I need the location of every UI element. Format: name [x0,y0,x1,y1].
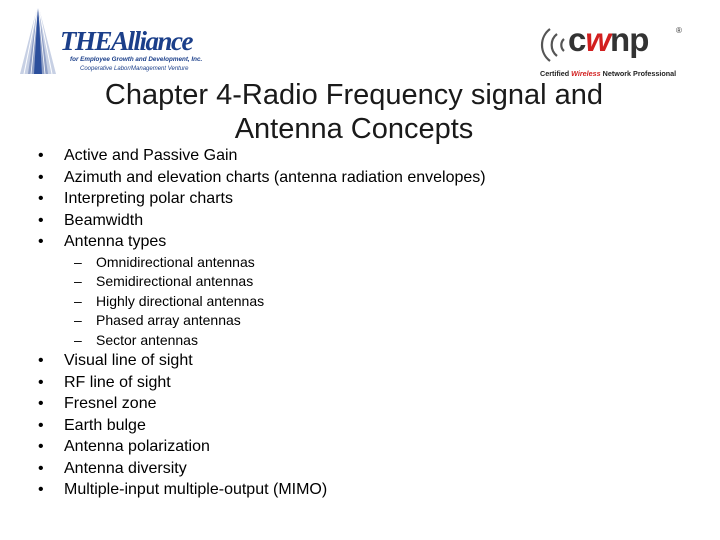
bullet-item [36,436,486,458]
bullet-item [36,231,486,350]
cwnp-tagline: Certified Wireless Network Professional [540,69,677,78]
bullet-item [36,415,486,437]
bullet-marker: • [38,438,44,455]
cwnp-logo [538,22,688,82]
bullet-marker: • [38,352,44,369]
bullet-text: Beamwidth [64,211,144,229]
cwnp-wordmark: cwnp [568,21,649,58]
sub-bullet-text: Phased array antennas [96,312,241,328]
sub-bullet-text: Semidirectional antennas [96,273,254,289]
sub-bullet-list [64,253,486,351]
bullet-marker: • [38,481,44,498]
bullet-text: RF line of sight [64,373,171,391]
bullet-text: Antenna polarization [64,438,210,455]
sub-bullet-marker: – [74,312,82,328]
bullet-item [36,210,486,232]
bullet-item [36,393,486,415]
bullet-item [36,188,486,210]
slide-title [40,78,668,146]
bullet-marker: • [38,416,44,434]
alliance-subtitle: Cooperative Labor/Management Venture [80,66,189,72]
bullet-item [36,372,486,394]
alliance-logo [14,2,204,76]
bullet-marker: • [38,373,44,391]
bullet-item [36,145,486,167]
bullet-text: Active and Passive Gain [64,147,238,164]
alliance-tower-icon [14,2,62,76]
bullet-item [36,479,486,501]
sub-bullet-text: Omnidirectional antennas [96,253,255,270]
sub-bullet-marker: – [74,273,82,289]
registered-mark: ® [676,26,682,35]
bullet-list [36,145,486,501]
bullet-item [36,458,486,480]
bullet-marker: • [38,211,44,229]
bullet-text: Multiple-input multiple-output (MIMO) [64,481,328,498]
bullet-item [36,350,486,372]
sub-bullet-text: Highly directional antennas [96,292,265,309]
sub-bullet-text: Sector antennas [96,331,198,348]
bullet-marker: • [38,190,44,207]
title-line-1: Chapter 4-Radio Frequency signal and [104,79,604,111]
sub-bullet-marker: – [74,331,82,348]
title-line-2: Antenna Concepts [234,113,474,145]
sub-bullet-item [36,272,486,292]
sub-bullet-item [36,331,486,351]
bullet-text: Visual line of sight [64,352,193,369]
bullet-text: Fresnel zone [64,395,157,412]
bullet-text: Azimuth and elevation charts (antenna radiation envelopes) [64,168,486,186]
bullet-item [36,167,486,189]
alliance-tagline: for Employee Growth and Development, Inc. [70,56,203,63]
bullet-marker: • [38,168,44,186]
bullet-text: Antenna diversity [64,459,187,477]
bullet-marker: • [38,395,44,412]
bullet-text: Antenna types [64,233,167,250]
bullet-marker: • [38,459,44,477]
bullet-marker: • [38,147,44,164]
sub-bullet-marker: – [74,253,82,270]
sub-bullet-marker: – [74,292,82,309]
signal-waves-icon [538,26,570,64]
bullet-text: Earth bulge [64,416,146,434]
bullet-marker: • [38,233,44,250]
alliance-wordmark: THEAlliance [60,26,192,56]
sub-bullet-item [36,292,486,312]
bullet-text: Interpreting polar charts [64,190,233,207]
sub-bullet-item [36,311,486,331]
sub-bullet-item [36,253,486,273]
